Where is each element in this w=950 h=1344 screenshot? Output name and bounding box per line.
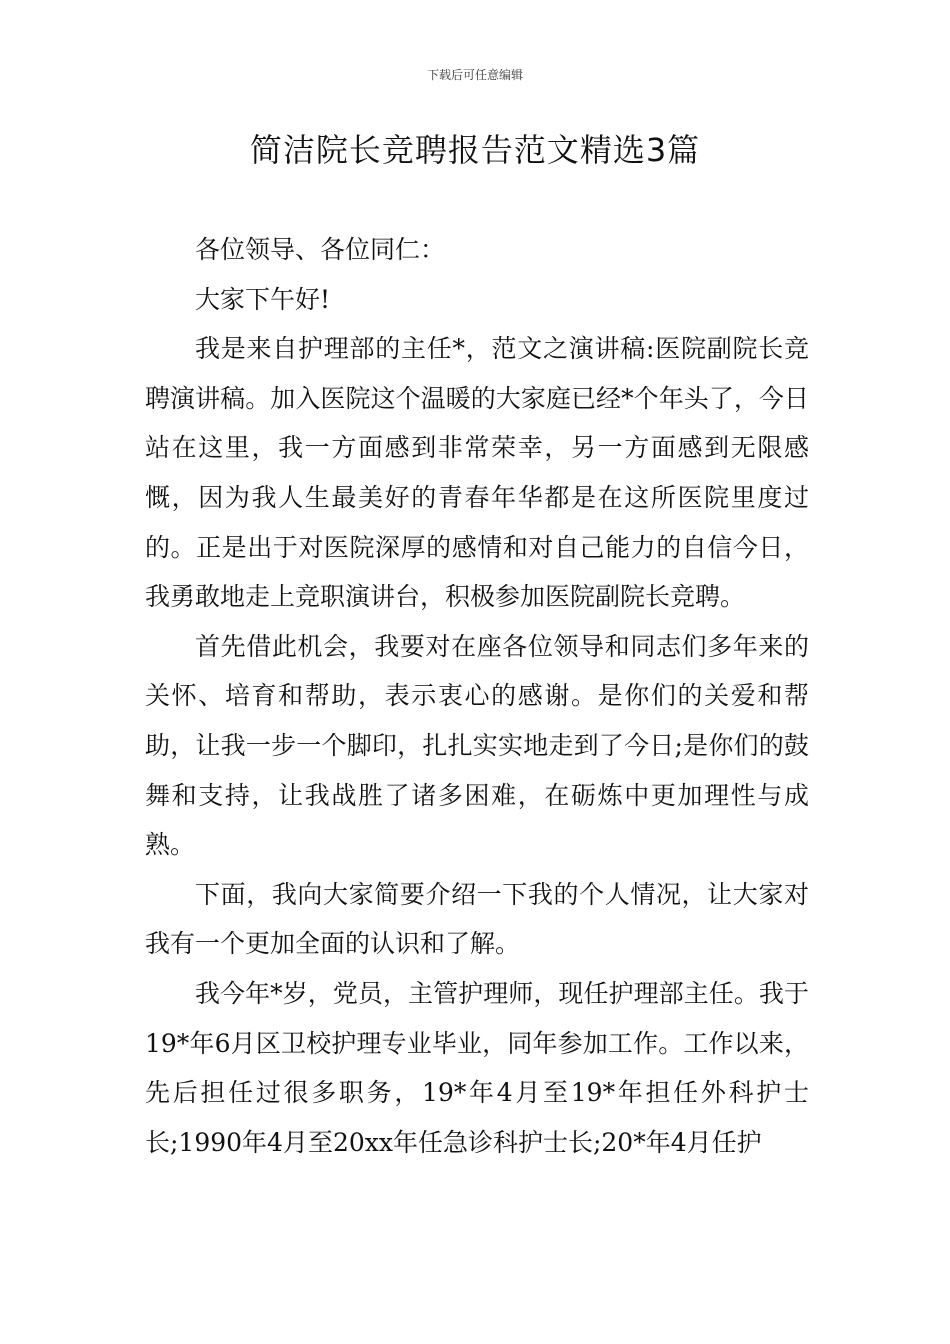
download-note: 下载后可任意编辑	[426, 68, 523, 82]
paragraph-greeting: 大家下午好!	[195, 284, 331, 314]
paragraph-personal-info: 我今年*岁，党员，主管护理师，现任护理部主任。我于19*年6月区卫校护理专业毕业，同年参加工作。工作以来，先后担任过很多职务，19*年4月至19*年担任外科护士长;1990年4月至20xx年任急诊科护士长;20*年4月任护	[145, 978, 809, 1157]
paragraph-thanks: 首先借此机会，我要对在座各位领导和同志们多年来的关怀、培育和帮助，表示衷心的感谢。是你们的关爱和帮助，让我一步一个脚印，扎扎实实地走到了今日;是你们的鼓舞和支持，让我战胜了诸多困难，在砺炼中更加理性与成熟。	[145, 631, 809, 860]
document-title: 简洁院长竞聘报告范文精选3篇	[249, 131, 701, 169]
paragraph-salutation: 各位领导、各位同仁：	[195, 235, 446, 264]
document-body	[145, 225, 809, 1167]
paragraph-introduction: 我是来自护理部的主任*，范文之演讲稿:医院副院长竞聘演讲稿。加入医院这个温暖的大家庭已经*个年头了，今日站在这里，我一方面感到非常荣幸，另一方面感到无限感慨，因为我人生最美好的青春年华都是在这所医院里度过的。正是出于对医院深厚的感情和对自己能力的自信今日，我勇敢地走上竞职演讲台，积极参加医院副院长竞聘。	[145, 334, 809, 612]
paragraph-transition: 下面，我向大家简要介绍一下我的个人情况，让大家对我有一个更加全面的认识和了解。	[145, 879, 809, 959]
